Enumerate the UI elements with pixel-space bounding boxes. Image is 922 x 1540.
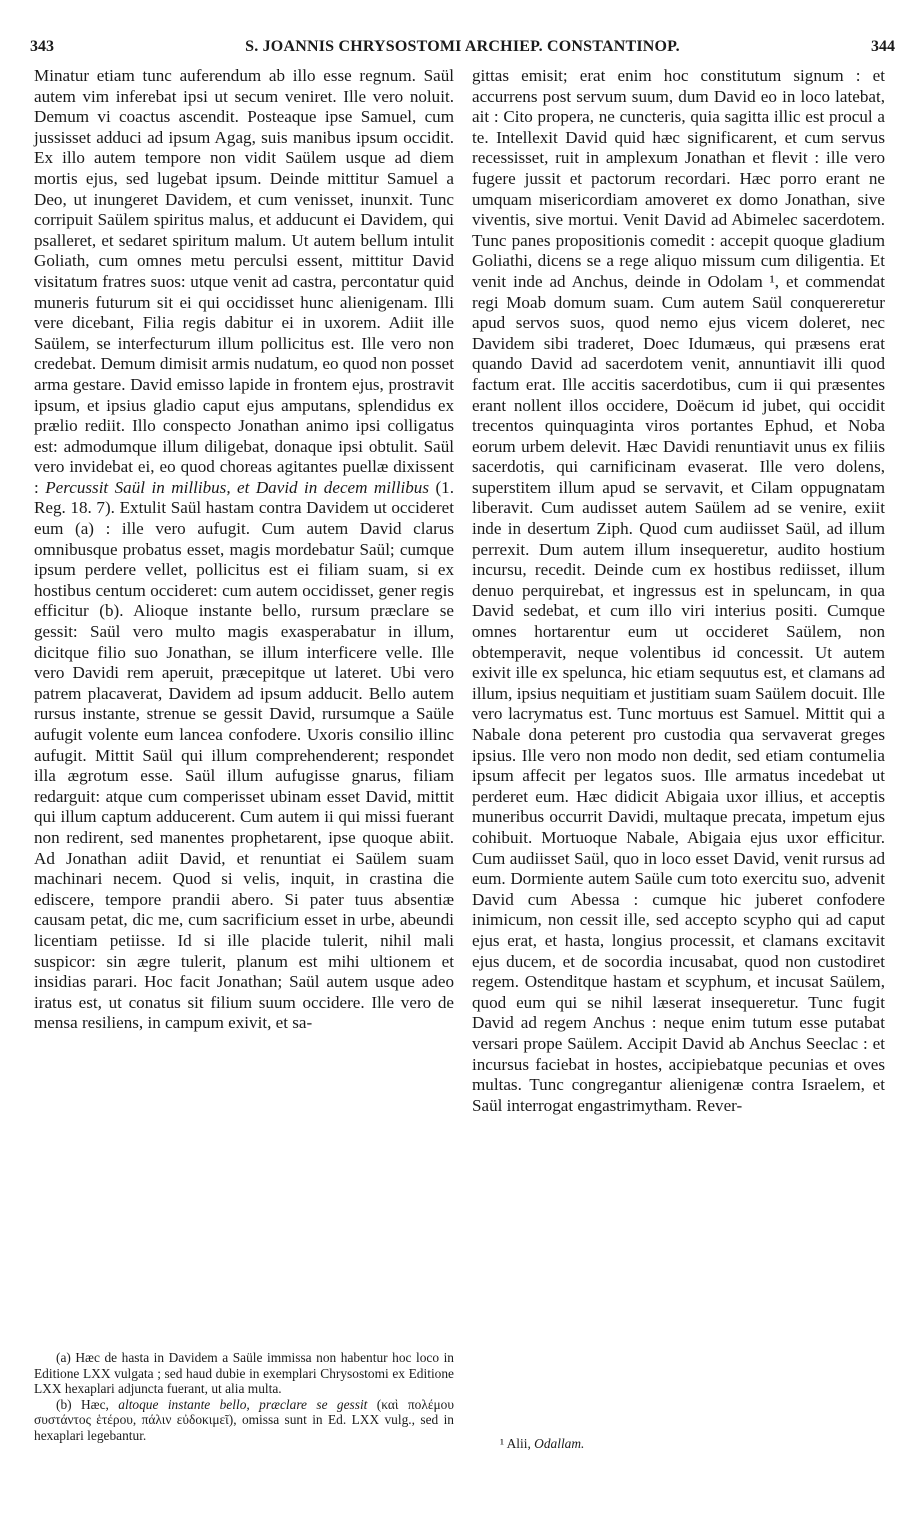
running-header — [30, 38, 895, 62]
footnote-1-prefix: ¹ Alii, — [500, 1436, 531, 1451]
footnote-a: (a) Hæc de hasta in Davidem a Saüle immissa non habentur hoc loco in Editione LXX vulgata ; sed haud dubie in exemplari Chrysostomi ex Editione LXX hexaplari adjuncta fuerant, ut alia multa. — [34, 1350, 454, 1397]
right-column-paragraph: gittas emisit; erat enim hoc constitutum signum : et accurrens post servum suum, dum David eo in loco latebat, ait : Cito propera, ne cuncteris, quia sagitta illic est procul a te. Intellexit David quid hæc significarent, et cum servus recessisset, ruit in amplexum Jonathan et flevit : ille vero fugere jussit et pactorum recordari. Hæc porro erant ne umquam misericordiam amoveret ex domo Jonathan, sive viventis, sive mortui. Venit David ad Abimelec sacerdotem. Tunc panes propositionis comedit : accepit quoque gladium Goliathi, dicens se a rege aliquo missum cum diligentia. Et venit inde ad Anchus, deinde in Odolam ¹, et commendat regi Moab domum suam. Cum autem Saül conquereretur apud servos suos, quod nemo ejus vicem doleret, nec Davidem sibi traderet, Doec Idumæus, qui præsens erat quando David ad sacerdotem venit, annuntiavit illi quod factum erat. Ille accitis sacerdotibus, cum ii qui præsentes erant nollent illos occidere, Doëcum id jubet, qui occidit trecentos quinquaginta viros portantes Ephud, et Noba eorum urbem delevit. Hæc Davidi renuntiavit unus ex filiis sacerdotis, qui carnificinam evaserat. Ille vero dolens, superstitem illum apud se servavit, et Cilam oppugnatam liberavit. Cum audisset autem Saülem ad se venire, exiit inde in desertum Ziph. Quod cum audiisset Saül, ad illum perrexit. Dum autem illum insequeretur, audito hostium incursu, recedit. Deinde cum ex hostibus rediisset, illum denuo perquirebat, et ingressus est in speluncam, in qua David sedebat, et cum illo viri interius positi. Cumque omnes hortarentur eum ut occideret Saülem, non obtemperavit, neque volentibus id concessit. Ut autem exivit ille ex spelunca, hic etiam sequutus est, et clamans ad illum, ipsius nequitiam et justitiam suam Saülem docuit. Ille vero lacrymatus est. Tunc mortuus est Samuel. Mittit qui a Nabale dona peterent pro custodia qua servaverat greges ipsius. Ille vero non modo non dedit, sed etiam contumelia ipsum affecit per legatos suos. Ille armatus incedebat ut perderet eum. Hæc didicit Abigaia uxor illius, et acceptis muneribus occurrit Davidi, multaque precata, impetum ejus cohibuit. Mortuoque Nabale, Abigaia ejus uxor efficitur. Cum audiisset Saül, quo in loco esset David, venit rursus ad eum. Dormiente autem Saüle cum toto exercitu suo, advenit David cum Abessa : cumque hic juberet confodere inimicum, non cessit ille, sed accepto scypho qui ad caput ejus erat, et hasta, longius processit, et clamans excitavit ejus ducem, et de socordia incusabat, quod non custodiret regem. Ostenditque hastam et scyphum, et incusat Saülem, quod eum qui se nihil læserat insequeretur. Tunc fugit David ad regem Anchus : neque enim tutum esse putabat versari prope Saülem. Accipit David ab Anchus Seeclac : et incursus faciebat in hostes, accipiebatque pecunias et oves multas. Tunc congregantur alienigenæ contra Israelem, et Saül interrogat engastrimytham. Rever- — [472, 66, 885, 1115]
scripture-reference: (1. Reg. 18. 7). — [34, 477, 454, 518]
footnote-b-suffix: (καὶ πολέμου συστάντος ἑτέρου, πάλιν εὐδοκιμεῖ), omissa sunt in Ed. LXX vulg., sed in hexaplari legebantur. — [34, 1396, 454, 1443]
left-text-part-2: Extulit Saül hastam contra Davidem ut occideret eum (a) : ille vero aufugit. Cum autem David clarus omnibusque probatus esset, magis mordebatur Saül; cumque ipsum perdere vellet, pollicitus est ei filiam suam, si ex hostibus centum occideret: cum autem occidisset, gener regis efficitur (b). Alioque instante bello, rursum præclare se gessit: Saül vero multo magis exasperabatur in illum, dicitque filio suo Jonathan, se illum interficere velle. Ille vero Davidi rem aperuit, præcepitque ut lateret. Ubi vero patrem placaverat, Davidem ad ipsum adducit. Bello autem rursus instante, strenue se gessit David, rursumque a Saüle aufugit volente eum lancea confodere. Uxoris consilio illinc aufugit. Mittit Saül qui illum comprehenderent; respondet illa ægrotum esse. Saül illum aufugisse gnarus, filiam redarguit: atque cum comperisset ubinam esset David, mittit qui illum captum adducerent. Cum autem ii qui missi fuerant non redirent, sed manentes prophetarent, ipse quoque abiit. Ad Jonathan adiit David, et renuntiat ei Saülem suam machinari necem. Quod si velis, inquit, in crastina die ediscere, tempore prandii abero. Si pater tuus absentiæ causam petat, dic me, cum sacrificium esset in urbe, abeundi licentiam petiisse. Id si ille placide tulerit, nihil mali suspicor: sin ægre tulerit, planum est mihi ultionem et insidias parari. Hoc facit Jonathan; Saül autem usque adeo iratus est, ut conatus sit filium suum occidere. Ille vero de mensa resiliens, in campum exivit, et sa- — [34, 498, 454, 1033]
footnotes-left — [34, 1350, 454, 1444]
footnotes-right — [500, 1436, 880, 1452]
footnote-b-prefix: (b) Hæc, — [56, 1396, 109, 1412]
running-title: S. JOANNIS CHRYSOSTOMI ARCHIEP. CONSTANTINOP. — [245, 38, 680, 55]
right-column — [472, 66, 885, 1116]
scripture-quote: Percussit Saül in millibus, et David in decem millibus — [45, 477, 430, 497]
footnote-1-variant: Odallam. — [534, 1436, 585, 1451]
page-number-right: 344 — [871, 38, 895, 55]
page-number-left: 343 — [30, 38, 54, 55]
left-text-part-1: Minatur etiam tunc auferendum ab illo esse regnum. Saül autem vim inferebat ipsi ut secum veniret. Ille vero noluit. Demum vi coactus ascendit. Posteaque ipse Samuel, cum jussisset adduci ad ipsum Agag, suis manibus ipsum occidit. Ex illo autem tempore non vidit Saülem usque ad diem mortis ejus, sed lugebat ipsum. Deinde mittitur Samuel a Deo, ut inungeret Davidem, et cum venisset, inunxit. Tunc corripuit Saülem spiritus malus, et adducunt ei Davidem, qui psalleret, et sedaret spiritum malum. Ut autem bellum intulit Goliath, cum omnes metu perculsi essent, mittitur David visitatum fratres suos: utque venit ad castra, percontatur quid muneris futurum sit ei qui occidisset hunc alienigenam. Illi vere dicebant, Filia regis dabitur ei in uxorem. Adiit ille Saülem, se interfecturum illum pollicitus est. Ille vero non credebat. Demum dimisit armis nudatum, eo quod non posset arma gestare. David emisso lapide in frontem ejus, prostravit ipsum, et ipsius gladio caput ejus amputans, splendidus ex prælio rediit. Illo conspecto Jonathan animo ipsi colligatus est: admodumque illum diligebat, donaque ipsi obtulit. Saül vero invidebat ei, eo quod choreas agitantes puellæ dixissent : — [34, 66, 454, 497]
left-column — [34, 66, 454, 1034]
footnote-b — [34, 1397, 454, 1444]
left-column-paragraph — [34, 66, 454, 1034]
footnote-b-quote: altoque instante bello, præclare se gessit — [118, 1396, 368, 1412]
footnote-1 — [500, 1436, 880, 1452]
